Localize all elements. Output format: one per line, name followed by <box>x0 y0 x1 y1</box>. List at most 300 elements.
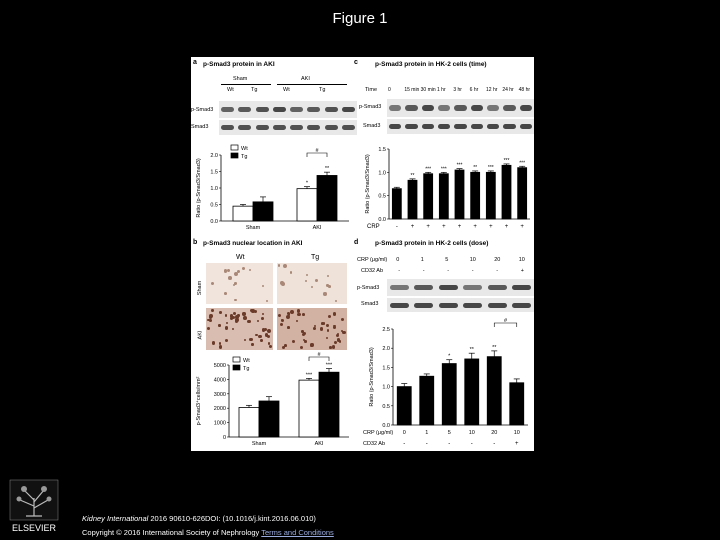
blot-band <box>487 124 499 129</box>
stained-nucleus <box>283 264 287 268</box>
y-tick-label: 2.5 <box>382 327 390 333</box>
stained-nucleus <box>230 317 233 320</box>
y-axis-label: Ratio (p-Smad3/Smad3) <box>365 154 371 214</box>
time-label: 30 min <box>420 87 436 93</box>
legend-label: Tg <box>241 154 248 160</box>
y-tick-label: 1.5 <box>382 365 390 372</box>
significance-mark: ** <box>324 166 330 173</box>
y-tick-label: 1.0 <box>382 384 390 391</box>
micro-col-label: Tg <box>311 254 320 261</box>
blot-band <box>422 105 434 111</box>
stained-nucleus <box>296 320 298 322</box>
panel-c-letter: c <box>354 59 358 66</box>
crp-dose-value: 1 <box>420 257 424 263</box>
panel-a-letter: a <box>193 59 197 66</box>
stained-nucleus <box>292 340 295 343</box>
blot-band <box>290 125 303 130</box>
stained-nucleus <box>249 269 251 271</box>
time-label: 1 hr <box>437 87 446 93</box>
stained-nucleus <box>267 329 271 333</box>
y-tick-label: 2000 <box>213 406 226 413</box>
stained-nucleus <box>284 344 287 347</box>
crp-sign: + <box>504 224 509 230</box>
bar <box>239 407 259 437</box>
bar <box>253 202 273 221</box>
blot-band <box>487 105 499 111</box>
stained-nucleus <box>242 267 245 270</box>
panel-b <box>191 237 361 451</box>
x-tick-label: Sham <box>245 225 261 231</box>
crp-sign: + <box>442 224 446 230</box>
cd32-sign: - <box>403 441 406 447</box>
significance-mark: *** <box>503 157 510 164</box>
time-label: 6 hr <box>469 87 479 93</box>
blot-band <box>389 105 401 111</box>
stained-nucleus <box>261 317 264 320</box>
x-tick-label: 0 <box>402 430 406 436</box>
blot-band <box>256 125 269 130</box>
stained-nucleus <box>225 326 229 330</box>
stained-nucleus <box>326 324 329 327</box>
x-tick-label: 10 <box>513 430 520 436</box>
stained-nucleus <box>278 314 281 317</box>
blot-band <box>454 105 466 111</box>
bar <box>317 175 337 221</box>
crp-sign: + <box>489 224 493 230</box>
crp-dose-value: 20 <box>494 257 501 263</box>
blot-band <box>290 107 303 112</box>
crp-dose-value: 5 <box>445 257 449 263</box>
stained-nucleus <box>233 284 235 286</box>
figure-panel <box>191 57 534 451</box>
bar <box>299 380 319 437</box>
blot-band <box>414 303 433 308</box>
stained-nucleus <box>247 320 251 324</box>
y-tick-label: 1.0 <box>378 170 386 177</box>
stained-nucleus <box>260 339 263 342</box>
stained-nucleus <box>333 325 336 328</box>
stained-nucleus <box>323 322 325 324</box>
chart-b <box>191 351 361 451</box>
bar <box>510 383 524 425</box>
copyright-line <box>82 528 334 537</box>
stained-nucleus <box>228 276 232 280</box>
western-blot-smad3-time <box>387 119 534 134</box>
cd32-sign: + <box>514 441 519 447</box>
bar <box>502 165 511 219</box>
western-blot-psmad3 <box>219 101 357 118</box>
stained-nucleus <box>218 324 220 326</box>
micro-row-label: Sham <box>197 280 204 296</box>
western-blot-psmad3-time <box>387 99 534 117</box>
cd32-sign: - <box>493 441 496 447</box>
significance-mark: ** <box>492 344 497 351</box>
crp-dose-value: 10 <box>469 257 476 263</box>
micrograph-sham-wt <box>206 263 273 304</box>
stained-nucleus <box>234 272 238 276</box>
y-tick-label: 4000 <box>213 377 226 384</box>
stained-nucleus <box>336 334 339 337</box>
stained-nucleus <box>342 331 345 334</box>
blot-band <box>342 125 355 130</box>
significance-mark: * <box>305 180 309 187</box>
stained-nucleus <box>226 322 228 324</box>
stained-nucleus <box>302 333 305 336</box>
stained-nucleus <box>341 318 344 321</box>
time-label: 48 hr <box>518 87 531 93</box>
crp-row-label: CRP (μg/ml) <box>357 257 388 263</box>
crp-sign: + <box>410 224 415 230</box>
bar <box>233 206 253 221</box>
bar <box>392 189 401 219</box>
blot-band <box>390 303 409 308</box>
y-tick-label: 5000 <box>213 363 226 369</box>
y-tick-label: 1000 <box>213 420 226 427</box>
crp-axis-label: CRP (μg/ml) <box>363 430 394 436</box>
blot-band <box>503 124 515 129</box>
stained-nucleus <box>257 320 259 322</box>
blot-band <box>390 285 409 290</box>
cd32-sign: - <box>496 268 499 274</box>
cd32-sign: - <box>425 441 428 447</box>
blot-band <box>488 303 507 308</box>
significance-mark: ** <box>469 347 474 354</box>
blot-band <box>405 105 417 111</box>
bar <box>424 174 433 219</box>
micrograph-aki-tg <box>277 308 347 350</box>
cd32-sign: - <box>422 268 425 274</box>
stained-nucleus <box>290 310 294 314</box>
panel-d <box>354 237 534 451</box>
group-label-aki: AKI <box>301 76 310 82</box>
blot-row-label: Smad3 <box>361 301 379 307</box>
stained-nucleus <box>315 279 318 282</box>
blot-band <box>325 125 338 130</box>
stained-nucleus <box>281 319 284 322</box>
blot-band <box>463 303 482 308</box>
stained-nucleus <box>219 311 222 314</box>
stained-nucleus <box>242 312 245 315</box>
cd32-sign: - <box>448 441 451 447</box>
stained-nucleus <box>262 285 264 287</box>
significance-mark: *** <box>519 160 526 167</box>
significance-mark: ** <box>410 172 415 179</box>
group-label-sham: Sham <box>233 76 248 82</box>
slide-title: Figure 1 <box>332 10 388 27</box>
y-tick-label: 0.0 <box>378 217 386 223</box>
cd32-row-label: CD32 Ab <box>361 268 384 274</box>
bar <box>471 172 480 219</box>
logo-text: ELSEVIER <box>11 523 57 533</box>
time-row <box>363 87 534 96</box>
stained-nucleus <box>335 300 337 302</box>
blot-band <box>471 124 483 129</box>
bar <box>442 364 456 425</box>
blot-row-label: Smad3 <box>191 124 209 130</box>
time-label: 12 hr <box>486 87 498 93</box>
y-tick-label: 1.0 <box>210 186 218 192</box>
stained-nucleus <box>323 292 326 295</box>
stained-nucleus <box>219 345 222 348</box>
blot-row-label: Smad3 <box>363 123 381 129</box>
significance-mark: # <box>317 352 321 358</box>
significance-mark: *** <box>487 164 494 171</box>
y-tick-label: 0.5 <box>378 193 386 200</box>
blot-band <box>438 124 450 129</box>
stained-nucleus <box>265 333 269 337</box>
stained-nucleus <box>243 316 247 320</box>
crp-dose-value: 0 <box>396 257 400 263</box>
stained-nucleus <box>262 313 264 315</box>
blot-band <box>488 285 507 290</box>
stained-nucleus <box>258 335 261 338</box>
blot-band <box>389 124 401 129</box>
stained-nucleus <box>211 282 214 285</box>
cd32-sign: - <box>398 268 401 274</box>
stained-nucleus <box>326 337 329 340</box>
stained-nucleus <box>320 327 324 331</box>
x-tick-label: 1 <box>425 430 429 436</box>
stained-nucleus <box>207 327 210 330</box>
chart-a <box>191 139 361 237</box>
time-label: 3 hr <box>453 87 462 93</box>
bar <box>486 172 495 219</box>
stained-nucleus <box>339 340 342 343</box>
stained-nucleus <box>251 343 253 345</box>
bar <box>397 387 411 425</box>
significance-mark: *** <box>440 166 447 173</box>
stained-nucleus <box>237 314 239 316</box>
blot-row-label: p-Smad3 <box>359 104 382 110</box>
stained-nucleus <box>327 275 329 277</box>
stained-nucleus <box>266 300 268 302</box>
cd32-sign: - <box>471 268 474 274</box>
y-axis-label: Ratio (p-Smad3/Smad3) <box>196 158 202 218</box>
panel-c-title: p-Smad3 protein in HK-2 cells (time) <box>375 61 487 68</box>
micrograph-sham-tg <box>277 263 347 304</box>
crp-sign: + <box>426 224 430 230</box>
y-tick-label: 1.5 <box>378 147 386 153</box>
stained-nucleus <box>255 334 258 337</box>
lane-label: Wt <box>227 87 234 93</box>
stained-nucleus <box>262 328 265 331</box>
stained-nucleus <box>310 344 313 347</box>
micro-col-label: Wt <box>236 254 245 261</box>
panel-a-title: p-Smad3 protein in AKI <box>203 61 275 68</box>
stained-nucleus <box>212 341 216 345</box>
citation-line <box>82 514 316 523</box>
significance-mark: ** <box>473 164 478 171</box>
time-header: Time <box>365 87 378 93</box>
blot-band <box>405 124 417 129</box>
western-blot-smad3 <box>219 120 357 135</box>
micrograph-aki-wt <box>206 308 273 350</box>
y-tick-label: 0.0 <box>382 423 390 429</box>
y-tick-label: 2.0 <box>210 153 218 159</box>
stained-nucleus <box>326 284 328 286</box>
x-tick-label: AKI <box>314 441 324 447</box>
legend-swatch <box>231 153 238 158</box>
bar <box>297 189 317 221</box>
x-tick-label: 5 <box>447 430 451 436</box>
y-tick-label: 2.0 <box>382 346 390 353</box>
legend-swatch <box>233 365 240 370</box>
blot-band <box>307 107 320 112</box>
stained-nucleus <box>300 346 303 349</box>
blot-row-label: p-Smad3 <box>191 107 214 113</box>
elsevier-logo <box>6 478 62 534</box>
stained-nucleus <box>286 315 290 319</box>
blot-band <box>256 107 269 112</box>
blot-band <box>273 125 286 130</box>
significance-mark: # <box>315 148 319 154</box>
chart-d <box>363 315 534 451</box>
chart-c <box>363 139 534 237</box>
blot-band <box>503 105 515 111</box>
significance-mark: *** <box>305 372 313 379</box>
legend-swatch <box>231 145 238 150</box>
blot-band <box>439 285 458 290</box>
significance-mark: * <box>448 353 451 360</box>
crp-sign: + <box>520 224 524 230</box>
copyright-text: Copyright © 2016 International Society of Nephrology <box>82 528 262 537</box>
x-tick-label: Sham <box>251 441 267 447</box>
blot-band <box>471 105 483 111</box>
western-blot-smad3-dose <box>387 298 534 312</box>
lane-label: Wt <box>283 87 290 93</box>
blot-band <box>520 105 532 111</box>
blot-band <box>422 124 434 129</box>
panel-b-letter: b <box>193 239 198 246</box>
y-axis-label: Ratio (p-Smad3/Smad3) <box>369 347 375 407</box>
x-tick-label: AKI <box>312 225 322 231</box>
stained-nucleus <box>209 319 212 322</box>
terms-link[interactable]: Terms and Conditions <box>261 528 334 537</box>
y-tick-label: 0.5 <box>210 202 218 209</box>
stained-nucleus <box>327 329 329 331</box>
stained-nucleus <box>334 341 337 344</box>
dose-row <box>363 257 534 279</box>
blot-band <box>439 303 458 308</box>
stained-nucleus <box>233 312 236 315</box>
stained-nucleus <box>280 323 283 326</box>
legend-label: Wt <box>241 146 248 152</box>
stained-nucleus <box>313 327 316 330</box>
bar <box>487 357 501 425</box>
y-tick-label: 1.5 <box>210 169 218 176</box>
stained-nucleus <box>328 315 332 319</box>
stained-nucleus <box>219 342 222 345</box>
stained-nucleus <box>311 286 313 288</box>
panel-c <box>354 57 534 237</box>
western-blot-psmad3-dose <box>387 279 534 296</box>
y-axis-label: p-Smad3⁺cells/mm² <box>196 376 202 426</box>
time-label: 24 hr <box>502 87 514 93</box>
stained-nucleus <box>224 292 227 295</box>
bar <box>420 376 434 425</box>
y-tick-label: 3000 <box>213 391 226 398</box>
stained-nucleus <box>234 299 236 301</box>
stained-nucleus <box>278 264 281 267</box>
blot-band <box>238 125 251 130</box>
stained-nucleus <box>249 338 252 341</box>
x-tick-label: 10 <box>468 430 475 436</box>
bar <box>319 372 339 437</box>
stained-nucleus <box>333 312 336 315</box>
stained-nucleus <box>290 271 292 273</box>
blot-band <box>520 124 532 129</box>
stained-nucleus <box>225 314 228 317</box>
blot-band <box>342 107 355 112</box>
y-tick-label: 0.5 <box>382 403 390 410</box>
stained-nucleus <box>244 339 246 341</box>
bar <box>408 180 417 219</box>
stained-nucleus <box>225 339 228 342</box>
lane-label: Tg <box>319 87 326 93</box>
panel-d-letter: d <box>354 239 359 246</box>
blot-band <box>438 105 450 111</box>
crp-dose-value: 10 <box>518 257 525 263</box>
cd32-sign: - <box>447 268 450 274</box>
stained-nucleus <box>302 313 305 316</box>
citation-text: 2016 90610-626DOI: (10.1016/j.kint.2016.06.010) <box>148 514 316 523</box>
bar <box>455 170 464 219</box>
time-label: 0 <box>388 87 391 93</box>
stained-nucleus <box>306 274 308 276</box>
bar <box>518 168 527 219</box>
legend-label: Wt <box>243 358 250 364</box>
crp-sign: + <box>457 224 462 230</box>
y-tick-label: 0.0 <box>210 219 218 225</box>
panel-a <box>191 57 361 237</box>
blot-band <box>221 125 234 130</box>
stained-nucleus <box>232 328 235 331</box>
bar <box>465 359 479 425</box>
time-label: 15 min <box>404 87 420 93</box>
blot-row-label: p-Smad3 <box>357 285 380 291</box>
blot-band <box>221 107 234 112</box>
panel-d-title: p-Smad3 protein in HK-2 cells (dose) <box>375 240 489 247</box>
blot-band <box>238 107 251 112</box>
blot-band <box>512 285 531 290</box>
cd32-axis-label: CD32 Ab <box>363 441 386 447</box>
significance-mark: *** <box>456 162 463 169</box>
lane-label: Tg <box>251 87 258 93</box>
panel-b-title: p-Smad3 nuclear location in AKI <box>203 240 303 247</box>
significance-mark: # <box>503 318 508 324</box>
crp-axis-label: CRP <box>367 224 380 230</box>
cd32-sign: - <box>470 441 473 447</box>
blot-band <box>414 285 433 290</box>
stained-nucleus <box>281 282 285 286</box>
cd32-sign: + <box>520 268 524 274</box>
stained-nucleus <box>304 340 306 342</box>
stained-nucleus <box>329 346 332 349</box>
crp-sign: + <box>473 224 477 230</box>
blot-band <box>325 107 338 112</box>
y-tick-label: 0 <box>222 435 226 441</box>
blot-band <box>454 124 466 129</box>
bar <box>259 401 279 437</box>
legend-swatch <box>233 357 240 362</box>
blot-band <box>512 303 531 308</box>
x-tick-label: 20 <box>491 430 498 436</box>
stained-nucleus <box>287 326 290 329</box>
stained-nucleus <box>269 345 272 348</box>
stained-nucleus <box>297 313 300 316</box>
blot-band <box>463 285 482 290</box>
stained-nucleus <box>301 330 304 333</box>
